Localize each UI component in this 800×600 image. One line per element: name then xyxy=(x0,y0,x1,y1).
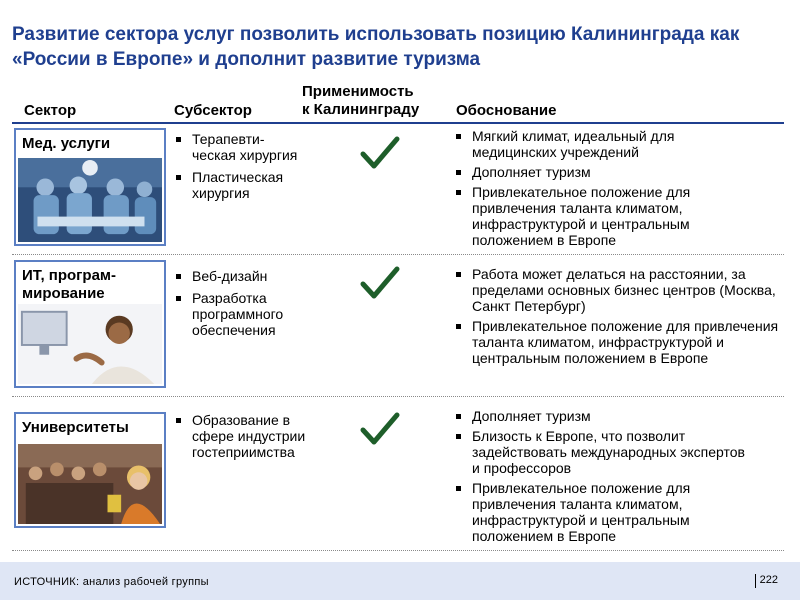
header-applicability-line1: Применимость xyxy=(302,83,414,100)
checkmark-icon xyxy=(360,266,400,300)
sector-card-universities xyxy=(14,412,166,528)
header-rationale: Обоснование xyxy=(456,102,557,119)
source-note: ИСТОЧНИК: анализ рабочей группы xyxy=(14,576,209,588)
rationale-list xyxy=(454,128,754,252)
row-divider xyxy=(12,396,784,397)
subsector-list xyxy=(174,268,304,344)
page-separator xyxy=(755,574,756,588)
sector-label: Мед. услуги xyxy=(22,135,111,152)
list-item: Привлекательное положение для привлечения таланта климатом, инфраструктурой и центральным положением в Европе xyxy=(454,318,784,366)
subsector-list xyxy=(174,412,324,466)
page-number: 222 xyxy=(759,574,778,586)
surgery-photo xyxy=(18,158,162,242)
list-item: Пластическая хирургия xyxy=(174,169,304,201)
header-divider xyxy=(12,122,784,124)
footer-bar xyxy=(0,562,800,600)
list-item: Разработка программного обеспечения xyxy=(174,290,304,338)
row-divider xyxy=(12,550,784,551)
sector-card-it xyxy=(14,260,166,388)
subsector-list xyxy=(174,131,304,207)
list-item: Дополняет туризм xyxy=(454,408,754,424)
sector-label: Университеты xyxy=(22,419,129,436)
list-item: Веб-дизайн xyxy=(174,268,304,284)
computer-user-photo xyxy=(18,304,162,384)
page-title: Развитие сектора услуг позволить использовать позицию Калининграда как «России в Европе» и дополнит развитие туризма xyxy=(12,24,740,70)
list-item: Мягкий климат, идеальный для медицинских учреждений xyxy=(454,128,754,160)
students-photo xyxy=(18,444,162,524)
list-item: Дополняет туризм xyxy=(454,164,754,180)
checkmark-icon xyxy=(360,412,400,446)
list-item: Привлекательное положение для привлечения таланта климатом, инфраструктурой и центральным положением в Европе xyxy=(454,480,754,544)
header-sector: Сектор xyxy=(24,102,77,119)
header-applicability xyxy=(302,83,419,119)
checkmark-icon xyxy=(360,136,400,170)
list-item: Работа может делаться на расстоянии, за пределами основных бизнес центров (Москва, Санкт Петербург) xyxy=(454,266,784,314)
list-item: Терапевти-ческая хирургия xyxy=(174,131,304,163)
list-item: Образование в сфере индустрии гостеприимства xyxy=(174,412,324,460)
list-item: Близость к Европе, что позволит задействовать международных экспертов и профессоров xyxy=(454,428,754,476)
list-item: Привлекательное положение для привлечения таланта климатом, инфраструктурой и центральным положением в Европе xyxy=(454,184,754,248)
rationale-list xyxy=(454,408,754,548)
header-subsector: Субсектор xyxy=(174,102,252,119)
sector-card-medical xyxy=(14,128,166,246)
sector-label: ИТ, програм-мирование xyxy=(22,267,117,302)
row-divider xyxy=(12,254,784,255)
header-applicability-line2: к Калининграду xyxy=(302,101,420,118)
rationale-list xyxy=(454,266,784,370)
